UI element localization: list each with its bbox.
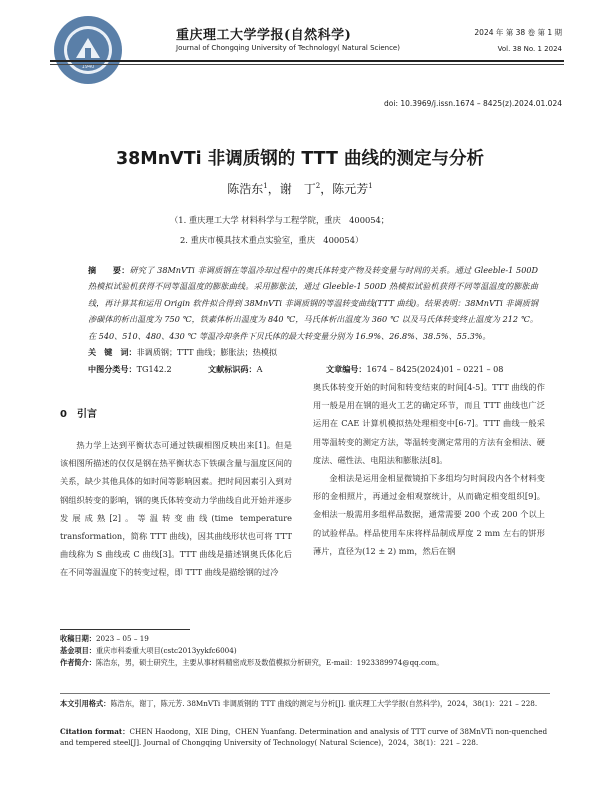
citation-cn-value: 陈浩东，谢丁，陈元芳. 38MnVTi 非调质钢的 TTT 曲线的测定与分析[J]. 重庆理工大学学报(自然科学)，2024，38(1)：221 – 228. <box>110 699 538 708</box>
citation-cn-label: 本文引用格式： <box>60 699 111 708</box>
issue-info-cn: 2024 年 第 38 卷 第 1 期 <box>474 28 562 37</box>
footnote-rule <box>60 629 190 630</box>
author-separator: ， <box>320 182 333 196</box>
journal-title-cn: 重庆理工大学学报(自然科学) <box>176 28 352 43</box>
section-heading-introduction: 0 引言 <box>60 409 97 420</box>
article-no-value: 1674 – 8425(2024)01 – 0221 – 08 <box>366 364 504 374</box>
header-rule <box>50 60 564 62</box>
header-rule-thin <box>50 64 564 65</box>
author-list <box>0 180 600 197</box>
body-paragraph: 热力学上达到平衡状态可通过铁碳相图反映出来[1]。但是该相图所描述的仅仅是钢在热平衡状态下铁碳含量与温度区间的关系，缺少其他具体的如时间等影响因素。把时间因素引入到对钢组织转变的影响，钢的奥氏体转变动力学曲线自此开始并逐步发展成熟[2]。等温转变曲线(time temperature transformation，简称 TTT 曲线)，因其曲线形状也可将 TTT 曲线称为 S 曲线或 C 曲线[3]。TTT 曲线是描述钢奥氏体化后在不同等温温度下的转变过程，即 TTT 曲线是描绘钢的过冷 <box>60 440 292 578</box>
received-value: 2023 – 05 – 19 <box>95 634 149 643</box>
citation-en-value: CHEN Haodong，XIE Ding，CHEN Yuanfang. Determination and analysis of TTT curve of 38MnVTi non-quenched and tempered steel[J]. Journal of Chongqing University of Technology( Natural Science)，2024，38(1)：221 – 228. <box>60 727 548 747</box>
body-paragraph: 奥氏体转变开始的时间和转变结束的时间[4-5]。TTT 曲线的作用一般是用在钢的退火工艺的确定环节，而且 TTT 曲线也广泛运用在 CAE 计算机模拟热处理相变中[6-7]。TTT 曲线一般采用等温转变的测定方法，等温转变测定常用的方法有金相法、硬度法、磁性法、电阻法和膨胀法[8]。 <box>313 382 545 465</box>
citation-rule <box>60 693 550 694</box>
keywords-text: 非调质钢；TTT 曲线；膨胀法；热模拟 <box>136 347 278 357</box>
university-seal-logo <box>52 14 124 86</box>
author-separator: ， <box>267 182 280 196</box>
citation-en-label: Citation format： <box>60 727 130 736</box>
author-bio <box>60 657 550 668</box>
author-bio-value[interactable]: 陈浩东，男，硕士研究生，主要从事材料精密成形及数值模拟分析研究，E-mail：1923389974@qq.com。 <box>95 658 444 667</box>
affiliation-1: （1. 重庆理工大学 材料科学与工程学院，重庆 400054； <box>170 215 390 225</box>
received-label: 收稿日期： <box>60 634 96 643</box>
keywords <box>88 347 277 358</box>
doi[interactable]: doi: 10.3969/j.issn.1674 – 8425(z).2024.01.024 <box>384 99 562 108</box>
author-affiliation-mark: 1 <box>368 182 373 190</box>
author-name: 陈元芳 <box>332 182 369 196</box>
abstract-label: 摘 要： <box>88 265 130 275</box>
issue-info-en: Vol. 38 No. 1 2024 <box>497 45 562 53</box>
article-title: 38MnVTi 非调质钢的 TTT 曲线的测定与分析 <box>115 149 485 169</box>
affiliation-2: 2. 重庆市模具技术重点实验室，重庆 400054） <box>180 235 364 245</box>
clc-label: 中图分类号： <box>88 364 137 374</box>
svg-text:1940: 1940 <box>81 64 95 70</box>
fund-label: 基金项目： <box>60 646 96 655</box>
abstract <box>88 262 538 344</box>
received-date <box>60 633 550 644</box>
author-bio-label: 作者简介： <box>60 658 96 667</box>
body-column-left <box>60 436 292 582</box>
keywords-label: 关 键 词： <box>88 347 137 357</box>
author-affiliation-mark: 2 <box>315 182 321 190</box>
body-paragraph: 金相法是运用金相显微镜拍下多组均匀时间段内各个材料变形的金相照片，再通过金相观察统计，从而确定相变组织[9]。金相法一般需用多组样品数据，通常需要 200 个或 200 个以上的试验样品。样品使用车床将样品制成厚度 2 mm 左右的饼形薄片，直径为(12 ± 2) mm，然后在钢 <box>313 473 545 556</box>
citation-en <box>60 726 550 748</box>
author-name: 陈浩东 <box>227 182 264 196</box>
fund-info <box>60 645 550 656</box>
abstract-text: 研究了 38MnVTi 非调质钢在等温冷却过程中的奥氏体转变产物及转变量与时间的关系。通过 Gleeble-1 500D 热模拟试验机获得不同等温温度的膨胀曲线。采用膨胀法，通过 Gleeble-1 500D 热模拟试验机获得不同等温温度的膨胀曲线，再计算其和运用 Origin 软件拟合得到 38MnVTi 非调质钢的等温转变曲线(TTT 曲线)。结果表明：38MnVTi 非调质钢渗碳体的析出温度为 750 ℃，铁素体析出温度为 840 ℃，马氏体析出温度为 360 ℃ 以及马氏体转变终止温度为 212 ℃。在 540、510、480、430 ℃ 等温冷却条件下贝氏体的最大转变量分别为 16.9%、26.8%、38.5%、55.3%。 <box>88 265 538 341</box>
fund-value: 重庆市科委重大项目(cstc2013yykfc6004) <box>95 646 237 655</box>
article-no-label: 文章编号： <box>326 364 367 374</box>
doc-code-value: A <box>256 364 263 374</box>
clc-value: TG142.2 <box>136 364 172 374</box>
citation-cn <box>60 698 550 709</box>
author-name: 谢 丁 <box>279 182 316 196</box>
journal-title-en: Journal of Chongqing University of Technology( Natural Science) <box>176 44 400 52</box>
body-column-right <box>313 378 545 560</box>
author-affiliation-mark: 1 <box>263 182 268 190</box>
doc-code-label: 文献标识码： <box>208 364 257 374</box>
